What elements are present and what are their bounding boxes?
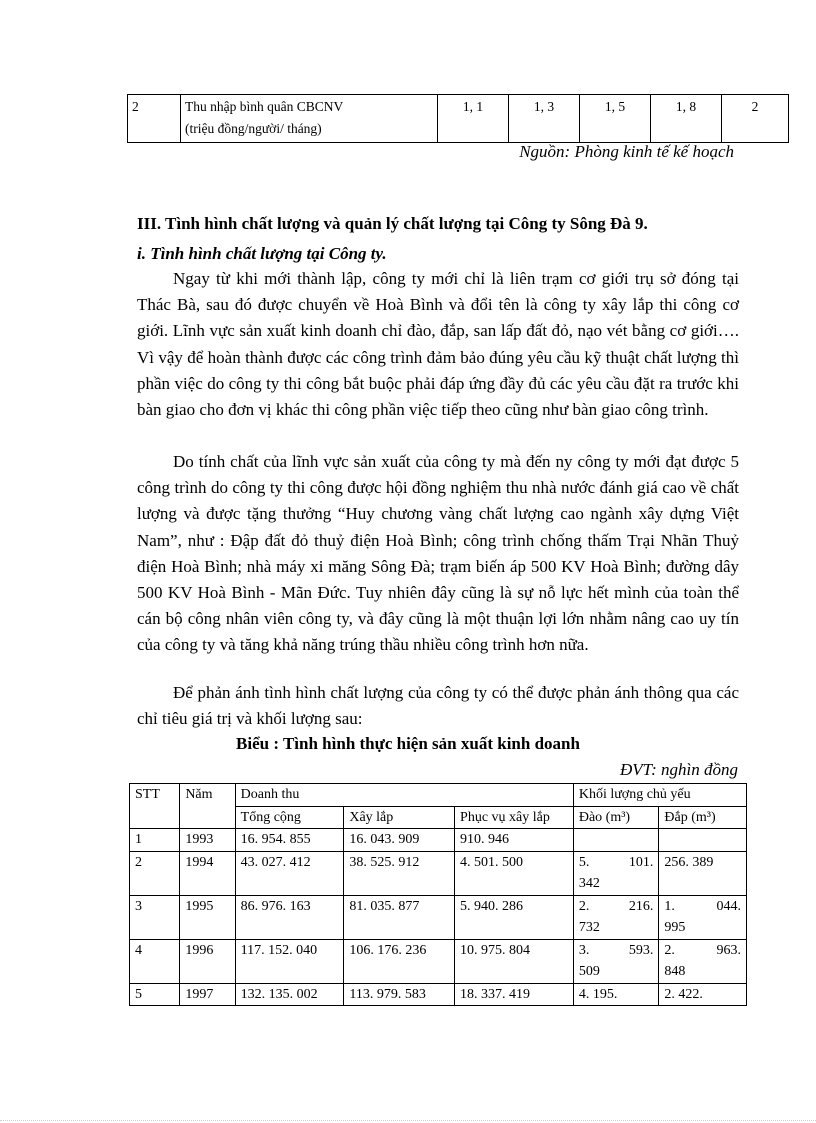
cell-text: 2. — [664, 942, 675, 958]
cell-construction: 38. 525. 912 — [344, 851, 455, 895]
cell-dig — [573, 829, 659, 852]
value-cell — [580, 95, 651, 143]
section-heading: III. Tình hình chất lượng và quản lý chất lượng tại Công ty Sông Đà 9. — [137, 214, 648, 233]
cell-text: 2. 422. — [664, 986, 703, 1002]
cell-construction: 16. 043. 909 — [344, 829, 455, 852]
page-edge-divider — [0, 1120, 816, 1121]
paragraph: Ngay từ khi mới thành lập, công ty mới chỉ là liên trạm cơ giới trụ sở đóng tại Thác Bà, sau đó được chuyển về Hoà Bình và đổi tên là công ty xây lắp thi công cơ giới. Lĩnh vực sản xuất kinh doanh chỉ đào, đắp, san lấp đất đỏ, nạo vét bằng cơ giới…. Vì vậy để hoàn thành được các công trình đảm bảo đúng yêu cầu kỹ thuật chất lượng thì phần việc do công ty thi công bắt buộc phải đáp ứng đầy đủ các yêu cầu đặt ra trước khi bàn giao cho đơn vị khác thi công phần việc tiếp theo cũng như bàn giao công trình. — [137, 269, 739, 420]
cell-text: 1, 3 — [533, 99, 555, 114]
cell-stt: 3 — [130, 895, 180, 939]
paragraph: Để phản ánh tình hình chất lượng của công ty có thể được phản ánh thông qua các chỉ tiêu giá trị và khối lượng sau: — [137, 683, 739, 729]
cell-year: 1995 — [180, 895, 235, 939]
cell-total: 43. 027. 412 — [235, 851, 344, 895]
cell-dig — [573, 939, 659, 983]
cell-fill — [659, 851, 747, 895]
table-caption: Biểu : Tình hình thực hiện sản xuất kinh doanh — [236, 734, 580, 753]
cell-text: 216. — [628, 898, 654, 914]
cell-text: 342 — [578, 876, 600, 891]
cell-service: 5. 940. 286 — [455, 895, 574, 939]
header-revenue: Doanh thu — [235, 784, 573, 807]
table-row — [130, 983, 747, 1006]
cell-text: 2. — [578, 898, 590, 914]
paragraph: Do tính chất của lĩnh vực sản xuất của công ty mà đến ny công ty mới đạt được 5 công trình do công ty thi công được hội đồng nghiệm thu nhà nước đánh giá cao về chất lượng và được tặng thưởng “Huy chương vàng chất lượng cao ngành xây dựng Việt Nam”, như : Đập đất đỏ thuỷ điện Hoà Bình; công trình chống thấm Trại Nhãn Thuỷ điện Hoà Bình; nhà máy xi măng Sông Đà; trạm biến áp 500 KV Hoà Bình; đường dây 500 KV Hoà Bình - Mãn Đức. Tuy nhiên đây cũng là sự nỗ lực hết mình của toàn thể cán bộ công nhân viên công ty, và đây cũng là một thuận lợi lớn nhằm nâng cao uy tín của công ty và tăng khả năng trúng thầu nhiều công trình hơn nữa. — [137, 452, 739, 655]
cell-total: 86. 976. 163 — [235, 895, 344, 939]
value-cell — [509, 95, 580, 143]
cell-total: 16. 954. 855 — [235, 829, 344, 852]
cell-service: 4. 501. 500 — [455, 851, 574, 895]
source-note: Nguồn: Phòng kinh tế kế hoạch — [519, 142, 734, 161]
cell-text: 1, 1 — [462, 99, 484, 114]
cell-fill — [659, 983, 747, 1006]
cell-service: 18. 337. 419 — [455, 983, 574, 1006]
label-line: Thu nhập bình quân CBCNV — [185, 99, 344, 114]
table-row — [130, 851, 747, 895]
cell-stt: 1 — [130, 829, 180, 852]
cell-year: 1996 — [180, 939, 235, 983]
cell-text: 4. 195. — [578, 986, 618, 1002]
cell-total: 117. 152. 040 — [235, 939, 344, 983]
cell-service: 10. 975. 804 — [455, 939, 574, 983]
label-cell — [181, 95, 438, 143]
cell-year: 1993 — [180, 829, 235, 852]
header-dig: Đào (m³) — [573, 806, 659, 829]
cell-fill — [659, 829, 747, 852]
cell-text: 1, 8 — [675, 99, 697, 114]
cell-text: 5. — [578, 854, 590, 870]
header-fill: Đắp (m³) — [659, 806, 747, 829]
cell-text: 3. — [578, 942, 590, 958]
cell-service: 910. 946 — [455, 829, 574, 852]
table-row — [130, 895, 747, 939]
cell-text: 963. — [716, 942, 741, 958]
header-construction: Xây lắp — [344, 806, 455, 829]
cell-text: 732 — [578, 920, 600, 935]
production-table — [129, 783, 747, 1006]
stt-cell — [128, 95, 181, 143]
cell-text: 101. — [628, 854, 654, 870]
cell-text: 593. — [628, 942, 654, 958]
header-volume: Khối lượng chủ yếu — [573, 784, 746, 807]
cell-text: 256. 389 — [664, 854, 714, 870]
cell-stt: 4 — [130, 939, 180, 983]
cell-text: 2 — [751, 99, 759, 114]
cell-text: 509 — [578, 964, 600, 979]
cell-text: 995 — [664, 920, 686, 935]
cell-construction: 113. 979. 583 — [344, 983, 455, 1006]
unit-note: ĐVT: nghìn đồng — [619, 760, 738, 779]
cell-text: 044. — [716, 898, 741, 914]
value-cell — [722, 95, 789, 143]
cell-text: 1. — [664, 898, 675, 914]
cell-text: 2 — [132, 99, 139, 114]
cell-dig — [573, 851, 659, 895]
cell-text: 848 — [664, 964, 686, 979]
cell-dig — [573, 895, 659, 939]
cell-stt: 2 — [130, 851, 180, 895]
header-row — [130, 784, 747, 807]
cell-fill — [659, 939, 747, 983]
header-total: Tổng cộng — [235, 806, 344, 829]
cell-dig — [573, 983, 659, 1006]
cell-construction: 106. 176. 236 — [344, 939, 455, 983]
header-year: Năm — [180, 784, 235, 829]
value-cell — [438, 95, 509, 143]
value-cell — [651, 95, 722, 143]
header-stt: STT — [130, 784, 180, 829]
label-line: (triệu đồng/người/ tháng) — [185, 121, 322, 136]
cell-construction: 81. 035. 877 — [344, 895, 455, 939]
table-row — [130, 939, 747, 983]
cell-year: 1994 — [180, 851, 235, 895]
cell-total: 132. 135. 002 — [235, 983, 344, 1006]
table-row — [128, 95, 789, 143]
cell-year: 1997 — [180, 983, 235, 1006]
cell-text: 1, 5 — [604, 99, 626, 114]
income-table — [127, 94, 789, 143]
subheading: i. Tình hình chất lượng tại Công ty. — [137, 244, 387, 263]
header-service: Phục vụ xây lắp — [455, 806, 574, 829]
cell-stt: 5 — [130, 983, 180, 1006]
table-row — [130, 829, 747, 852]
cell-fill — [659, 895, 747, 939]
